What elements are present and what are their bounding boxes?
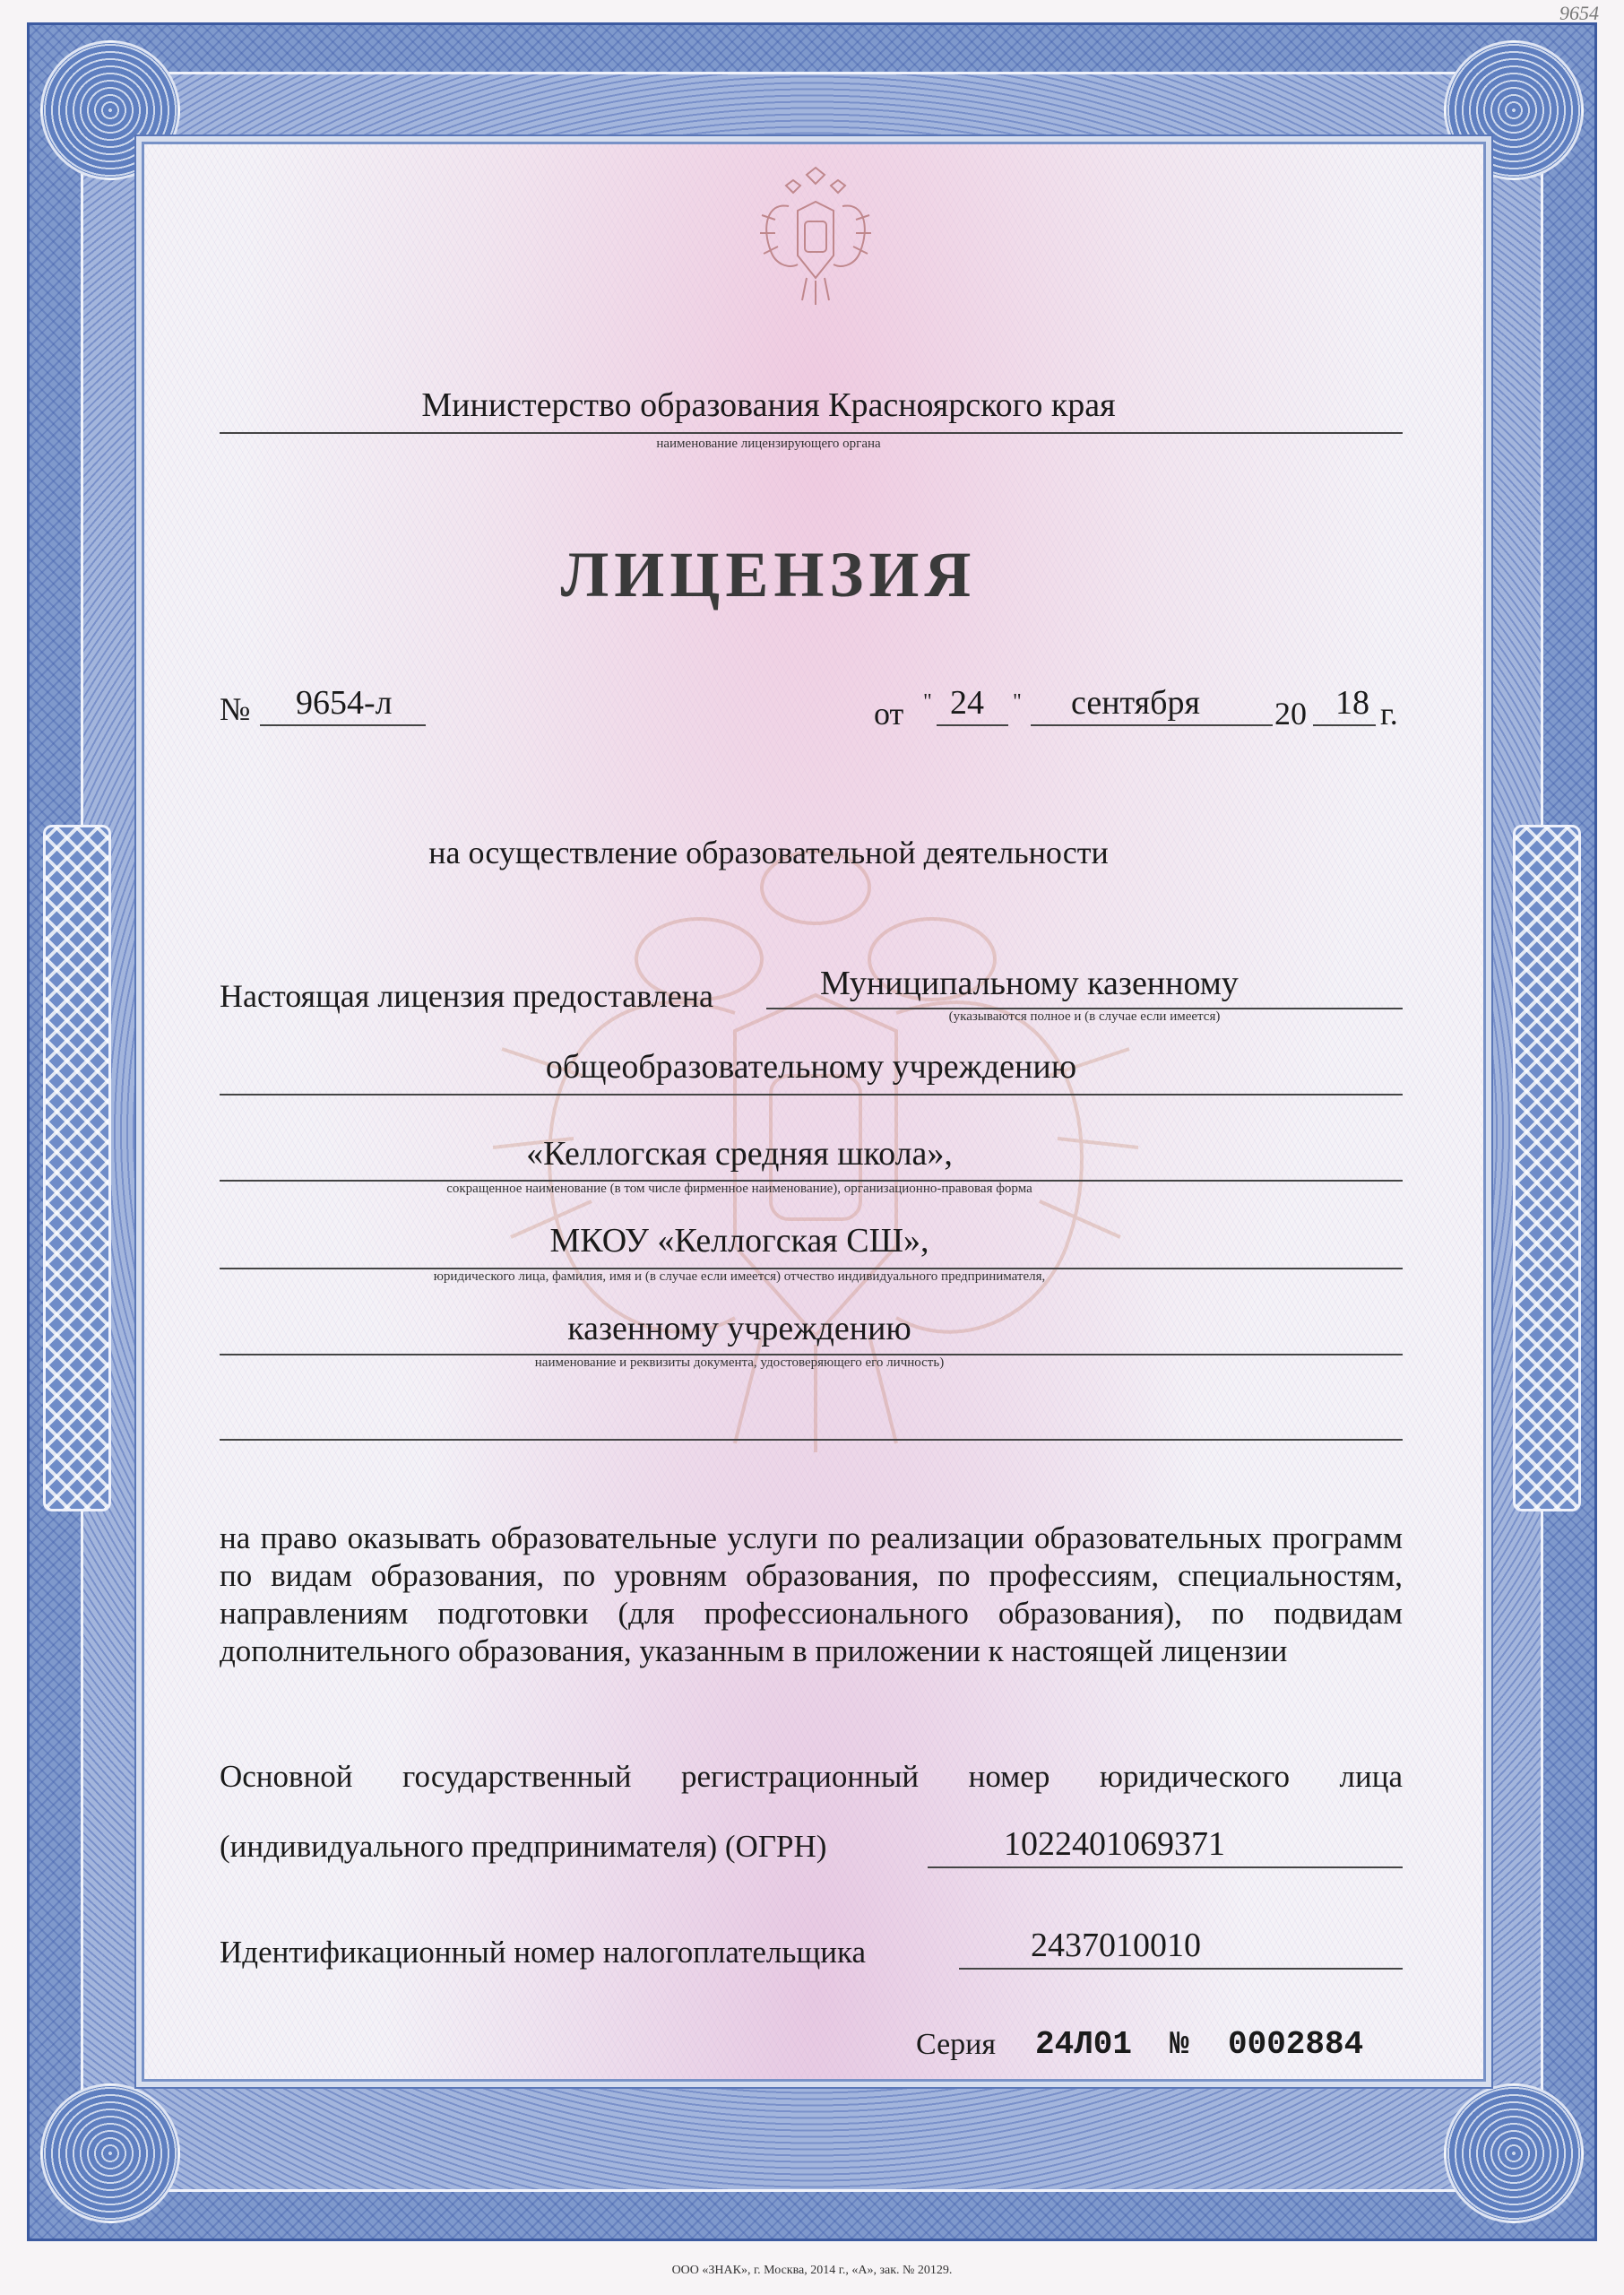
underline xyxy=(1031,724,1273,726)
side-knot-ornament-icon xyxy=(43,825,111,1511)
grantee-label: Настоящая лицензия предоставлена xyxy=(220,978,713,1014)
date-year: 18 xyxy=(1335,684,1369,722)
grantee-caption-5: наименование и реквизиты документа, удостоверяющего его личность) xyxy=(534,1355,945,1370)
date-month: сентября xyxy=(1071,684,1200,722)
underline xyxy=(260,724,426,726)
printer-imprint: ООО «ЗНАК», г. Москва, 2014 г., «А», зак. № 20129. xyxy=(671,2264,953,2277)
grantee-line-1: Муниципальному казенному xyxy=(820,965,1239,1002)
grantee-caption-4: юридического лица, фамилия, имя и (в случае если имеется) отчество индивидуального предпринимателя, xyxy=(433,1269,1046,1284)
inn-value: 2437010010 xyxy=(1031,1927,1201,1964)
corner-ornament-icon xyxy=(40,2083,180,2223)
date-prefix: от xyxy=(874,696,904,732)
underline xyxy=(220,1094,1403,1096)
license-number: 9654-л xyxy=(296,684,393,722)
corner-ornament-icon xyxy=(1444,2083,1584,2223)
grantee-line-3: «Келлогская средняя школа», xyxy=(526,1135,953,1173)
rights-text: на право оказывать образовательные услуги по реализации образовательных программ по видам образования, по уровням образования, по профессиям, специальностям, направлениям подготовки (для профессионального образования), по подвидам дополнительного образования, указанным в приложении к настоящей лицензии xyxy=(220,1520,1403,1668)
document-title: ЛИЦЕНЗИЯ xyxy=(560,539,977,611)
corner-handwritten-mark: 9654 xyxy=(1559,2,1599,24)
ogrn-label-line-1: Основной государственный регистрационный номер юридического лица xyxy=(220,1759,1403,1794)
side-knot-ornament-icon xyxy=(1513,825,1581,1511)
date-year-prefix: 20 xyxy=(1274,696,1307,732)
coat-of-arms-icon xyxy=(753,166,878,309)
licensing-authority: Министерство образования Красноярского края xyxy=(421,386,1116,424)
date-day: 24 xyxy=(950,684,984,722)
date-suffix: г. xyxy=(1380,696,1398,732)
license-purpose: на осуществление образовательной деятельности xyxy=(428,835,1109,870)
quote-open: " xyxy=(923,690,932,714)
authority-caption: наименование лицензирующего органа xyxy=(656,437,881,451)
grantee-line-2: общеобразовательному учреждению xyxy=(545,1048,1077,1086)
underline xyxy=(928,1866,1403,1868)
underline xyxy=(220,432,1403,434)
underline xyxy=(1313,724,1376,726)
underline xyxy=(220,1439,1403,1441)
grantee-line-4: МКОУ «Келлогская СШ», xyxy=(549,1222,929,1260)
grantee-caption-1: (указываются полное и (в случае если имеется) xyxy=(948,1009,1221,1024)
underline xyxy=(937,724,1008,726)
ogrn-label-line-2: (индивидуального предпринимателя) (ОГРН) xyxy=(220,1829,827,1864)
series-code: 24Л01 xyxy=(1035,2026,1133,2063)
grantee-line-5: казенному учреждению xyxy=(567,1310,911,1347)
number-label: № xyxy=(220,691,251,727)
quote-close: " xyxy=(1013,690,1022,714)
series-label: Серия xyxy=(916,2028,997,2061)
series-number-label: № xyxy=(1170,2026,1189,2063)
underline xyxy=(959,1968,1403,1970)
inn-label: Идентификационный номер налогоплательщика xyxy=(220,1935,867,1970)
series-number: 0002884 xyxy=(1228,2026,1364,2063)
ogrn-value: 1022401069371 xyxy=(1004,1825,1225,1863)
grantee-caption-3: сокращенное наименование (в том числе фирменное наименование), организационно-правовая форма xyxy=(446,1182,1032,1196)
